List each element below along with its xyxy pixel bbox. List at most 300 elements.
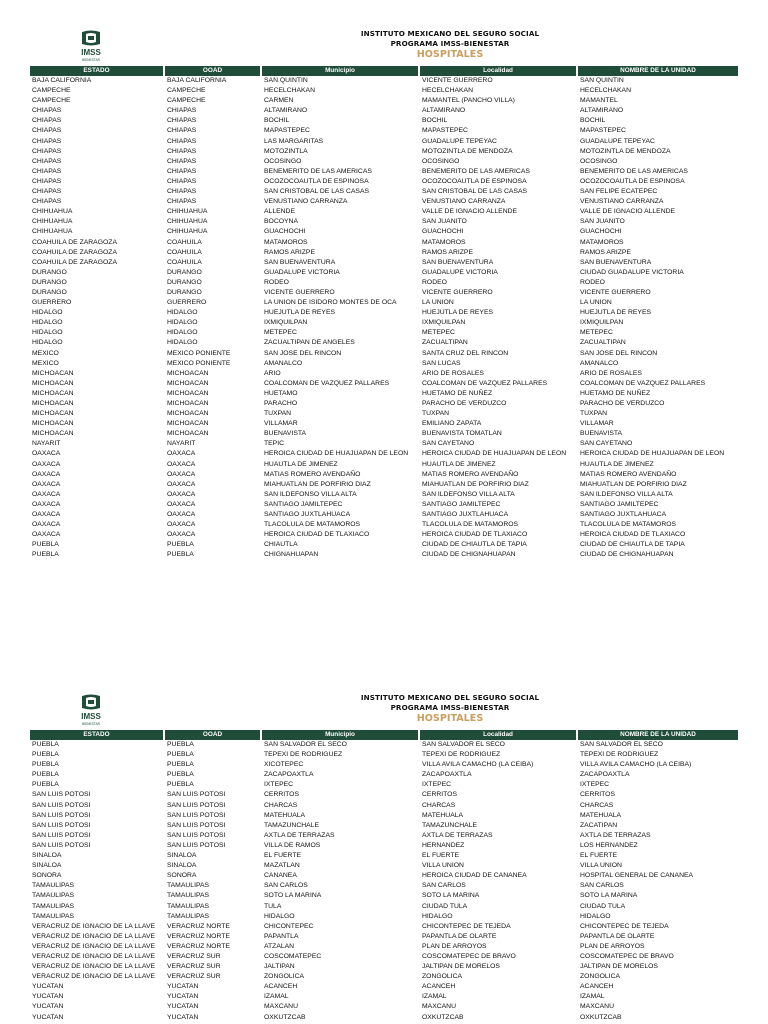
cell-ooad: OAXACA: [164, 480, 261, 490]
cell-nombre-unidad: SAN JOSE DEL RINCON: [580, 349, 658, 357]
cell-ooad: VERACRUZ SUR: [164, 972, 261, 982]
cell-ooad: DURANGO: [164, 278, 261, 288]
cell-municipio: GUACHOCHI: [261, 227, 419, 237]
cell-estado: PUEBLA: [30, 780, 164, 790]
cell-localidad: SAN ILDEFONSO VILLA ALTA: [419, 490, 577, 500]
program-title: PROGRAMA IMSS-BIENESTAR: [390, 703, 510, 712]
cell-estado: OAXACA: [30, 520, 164, 530]
column-header-localidad: Localidad: [419, 730, 577, 740]
program-title: PROGRAMA IMSS-BIENESTAR: [390, 39, 510, 48]
cell-nombre-unidad: PARACHO DE VERDUZCO: [580, 400, 665, 407]
cell-nombre-unidad: MAXCANU: [580, 1003, 614, 1011]
cell-estado: HIDALGO: [30, 338, 164, 348]
table-row: [30, 460, 738, 470]
cell-localidad: ZACAPOAXTLA: [419, 770, 577, 780]
cell-nombre-unidad: RAMOS ARIZPE: [580, 248, 631, 256]
table-row: [30, 740, 738, 751]
column-header-localidad: Localidad: [419, 66, 577, 76]
cell-municipio: MATAMOROS: [261, 238, 419, 248]
cell-estado: PUEBLA: [30, 550, 164, 560]
cell-nombre-unidad: VILLAMAR: [580, 420, 614, 428]
cell-municipio: LA UNION DE ISIDORO MONTES DE OCA: [261, 298, 419, 308]
cell-localidad: OCOSINGO: [419, 157, 577, 167]
cell-nombre-unidad: SAN FELIPE ECATEPEC: [580, 188, 658, 196]
cell-ooad: OAXACA: [164, 449, 261, 459]
cell-localidad: SANTIAGO JAMILTEPEC: [419, 500, 577, 510]
cell-municipio: COALCOMAN DE VAZQUEZ PALLARES: [261, 379, 419, 389]
table-row: [30, 419, 738, 429]
cell-nombre-unidad: PLAN DE ARROYOS: [580, 942, 645, 950]
cell-nombre-unidad: BOCHIL: [580, 117, 606, 125]
cell-nombre-unidad: ACANCEH: [580, 983, 614, 991]
cell-nombre-unidad: VILLA UNION: [580, 862, 622, 870]
cell-estado: GUERRERO: [30, 298, 164, 308]
table-row: [30, 490, 738, 500]
cell-localidad: VENUSTIANO CARRANZA: [419, 197, 577, 207]
cell-municipio: BENEMERITO DE LAS AMERICAS: [261, 167, 419, 177]
cell-ooad: CHIAPAS: [164, 116, 261, 126]
cell-estado: CHIHUAHUA: [30, 227, 164, 237]
table-row: [30, 207, 738, 217]
cell-estado: SAN LUIS POTOSI: [30, 790, 164, 800]
cell-localidad: HEROICA CIUDAD DE CANANEA: [419, 871, 577, 881]
cell-nombre-unidad: HEROICA CIUDAD DE TLAXIACO: [580, 531, 686, 539]
cell-ooad: OAXACA: [164, 500, 261, 510]
table-row: [30, 258, 738, 268]
cell-nombre-unidad: BENEMERITO DE LAS AMERICAS: [580, 167, 688, 175]
cell-municipio: OCOSINGO: [261, 157, 419, 167]
cell-municipio: TEPEXI DE RODRIGUEZ: [261, 750, 419, 760]
table-body: [30, 76, 738, 561]
cell-ooad: CHIAPAS: [164, 197, 261, 207]
cell-estado: CHIAPAS: [30, 177, 164, 187]
cell-nombre-unidad: HECELCHAKAN: [580, 87, 631, 95]
cell-localidad: GUADALUPE VICTORIA: [419, 268, 577, 278]
cell-municipio: OCOZOCOAUTLA DE ESPINOSA: [261, 177, 419, 187]
cell-estado: CHIHUAHUA: [30, 207, 164, 217]
cell-nombre-unidad: EL FUERTE: [580, 852, 618, 860]
cell-nombre-unidad: HUAUTLA DE JIMENEZ: [580, 460, 654, 468]
cell-nombre-unidad: LOS HERNANDEZ: [580, 841, 638, 849]
cell-nombre-unidad: MIAHUATLAN DE PORFIRIO DIAZ: [580, 480, 687, 488]
cell-estado: OAXACA: [30, 449, 164, 459]
table-row: [30, 952, 738, 962]
cell-nombre-unidad: HOSPITAL GENERAL DE CANANEA: [580, 872, 694, 880]
cell-municipio: CANANEA: [261, 871, 419, 881]
cell-localidad: CIUDAD DE CHIGNAHUAPAN: [419, 550, 577, 560]
table-row: [30, 96, 738, 106]
cell-estado: BAJA CALIFORNIA: [30, 76, 164, 87]
document-page-2: [0, 664, 768, 1021]
cell-ooad: SONORA: [164, 871, 261, 881]
cell-nombre-unidad: ZACATIPAN: [580, 821, 618, 829]
cell-nombre-unidad: AXTLA DE TERRAZAS: [580, 831, 651, 839]
cell-nombre-unidad: VILLA AVILA CAMACHO (LA CEIBA): [580, 761, 692, 769]
cell-ooad: HIDALGO: [164, 308, 261, 318]
cell-municipio: MAPASTEPEC: [261, 126, 419, 136]
cell-ooad: CAMPECHE: [164, 86, 261, 96]
cell-nombre-unidad: SANTIAGO JUXTLAHUACA: [580, 511, 667, 519]
cell-nombre-unidad: SOTO LA MARINA: [580, 892, 638, 900]
cell-localidad: EL FUERTE: [419, 851, 577, 861]
cell-localidad: MATAMOROS: [419, 238, 577, 248]
cell-nombre-unidad: CIUDAD DE CHIGNAHUAPAN: [580, 551, 674, 559]
cell-localidad: AXTLA DE TERRAZAS: [419, 831, 577, 841]
cell-municipio: EL FUERTE: [261, 851, 419, 861]
cell-localidad: TAMAZUNCHALE: [419, 821, 577, 831]
cell-ooad: TAMAULIPAS: [164, 881, 261, 891]
cell-nombre-unidad: VALLE DE IGNACIO ALLENDE: [580, 208, 676, 216]
cell-municipio: PARACHO: [261, 399, 419, 409]
cell-estado: CHIAPAS: [30, 147, 164, 157]
cell-localidad: ALTAMIRANO: [419, 106, 577, 116]
cell-estado: PUEBLA: [30, 770, 164, 780]
cell-estado: OAXACA: [30, 530, 164, 540]
table-row: [30, 530, 738, 540]
cell-nombre-unidad: ZACUALTIPAN: [580, 339, 626, 347]
cell-nombre-unidad: OCOZOCOAUTLA DE ESPINOSA: [580, 177, 685, 185]
table-row: [30, 480, 738, 490]
imss-logo-icon: [76, 30, 106, 64]
cell-localidad: CIUDAD DE CHIAUTLA DE TAPIA: [419, 540, 577, 550]
cell-estado: SAN LUIS POTOSI: [30, 831, 164, 841]
cell-municipio: PAPANTLA: [261, 932, 419, 942]
cell-estado: OAXACA: [30, 480, 164, 490]
table-row: [30, 861, 738, 871]
cell-municipio: SAN CRISTOBAL DE LAS CASAS: [261, 187, 419, 197]
column-header-ooad: OOAD: [164, 66, 261, 76]
cell-estado: VERACRUZ DE IGNACIO DE LA LLAVE: [30, 932, 164, 942]
cell-localidad: VALLE DE IGNACIO ALLENDE: [419, 207, 577, 217]
section-title: HOSPITALES: [416, 713, 484, 724]
cell-localidad: RODEO: [419, 278, 577, 288]
cell-municipio: HECELCHAKAN: [261, 86, 419, 96]
table-row: [30, 540, 738, 550]
cell-municipio: AMANALCO: [261, 359, 419, 369]
institution-title: INSTITUTO MEXICANO DEL SEGURO SOCIAL: [360, 29, 540, 38]
column-header-municipio: Municipio: [261, 730, 419, 740]
cell-estado: MICHOACAN: [30, 419, 164, 429]
cell-municipio: MIAHUATLAN DE PORFIRIO DIAZ: [261, 480, 419, 490]
logo-subtext: BIENESTAR: [82, 722, 100, 726]
cell-nombre-unidad: SAN CARLOS: [580, 882, 624, 890]
cell-localidad: VICENTE GUERRERO: [419, 76, 577, 87]
cell-estado: CHIAPAS: [30, 106, 164, 116]
cell-nombre-unidad: TUXPAN: [580, 410, 608, 418]
cell-ooad: HIDALGO: [164, 338, 261, 348]
cell-nombre-unidad: LA UNION: [580, 299, 612, 307]
cell-localidad: SANTIAGO JUXTLAHUACA: [419, 510, 577, 520]
cell-municipio: HUAUTLA DE JIMENEZ: [261, 460, 419, 470]
cell-localidad: ACANCEH: [419, 982, 577, 992]
table-row: [30, 881, 738, 891]
cell-municipio: XICOTEPEC: [261, 760, 419, 770]
column-header-nombre-unidad: NOMBRE DE LA UNIDAD: [577, 66, 738, 76]
cell-municipio: TUXPAN: [261, 409, 419, 419]
cell-ooad: COAHUILA: [164, 238, 261, 248]
table-row: [30, 268, 738, 278]
cell-estado: MICHOACAN: [30, 379, 164, 389]
page-header: [0, 664, 768, 730]
table-row: [30, 147, 738, 157]
cell-estado: HIDALGO: [30, 328, 164, 338]
table-row: [30, 801, 738, 811]
table-row: [30, 520, 738, 530]
cell-localidad: VILLA UNION: [419, 861, 577, 871]
cell-localidad: VILLA AVILA CAMACHO (LA CEIBA): [419, 760, 577, 770]
table-body: [30, 740, 738, 1023]
cell-ooad: SINALOA: [164, 861, 261, 871]
cell-ooad: MICHOACAN: [164, 409, 261, 419]
table-row: [30, 359, 738, 369]
cell-localidad: SAN CRISTOBAL DE LAS CASAS: [419, 187, 577, 197]
cell-municipio: MAXCANU: [261, 1002, 419, 1012]
cell-nombre-unidad: HEROICA CIUDAD DE HUAJUAPAN DE LEON: [580, 450, 725, 458]
cell-municipio: CHICONTEPEC: [261, 922, 419, 932]
document-titles: [290, 693, 610, 724]
cell-estado: CHIAPAS: [30, 187, 164, 197]
cell-ooad: CHIAPAS: [164, 106, 261, 116]
table-row: [30, 942, 738, 952]
cell-estado: OAXACA: [30, 510, 164, 520]
cell-estado: TAMAULIPAS: [30, 902, 164, 912]
cell-localidad: BOCHIL: [419, 116, 577, 126]
cell-nombre-unidad: MOTOZINTLA DE MENDOZA: [580, 147, 671, 155]
cell-estado: CHIAPAS: [30, 126, 164, 136]
cell-municipio: VILLAMAR: [261, 419, 419, 429]
cell-nombre-unidad: IZAMAL: [580, 993, 605, 1001]
table-row: [30, 298, 738, 308]
table-row: [30, 369, 738, 379]
cell-estado: HIDALGO: [30, 308, 164, 318]
cell-localidad: SAN SALVADOR EL SECO: [419, 740, 577, 751]
table-row: [30, 770, 738, 780]
cell-ooad: CHIHUAHUA: [164, 217, 261, 227]
cell-ooad: CHIAPAS: [164, 167, 261, 177]
table-row: [30, 780, 738, 790]
hospitals-table-page-1: [30, 66, 738, 561]
cell-nombre-unidad: HUETAMO DE NUÑEZ: [580, 389, 651, 397]
table-row: [30, 137, 738, 147]
table-row: [30, 308, 738, 318]
cell-nombre-unidad: MAMANTEL: [580, 97, 618, 105]
cell-estado: YUCATAN: [30, 1013, 164, 1023]
cell-estado: PUEBLA: [30, 750, 164, 760]
cell-municipio: CHIAUTLA: [261, 540, 419, 550]
cell-nombre-unidad: ZACAPOAXTLA: [580, 771, 630, 779]
cell-estado: SAN LUIS POTOSI: [30, 811, 164, 821]
cell-estado: YUCATAN: [30, 982, 164, 992]
cell-nombre-unidad: ARIO DE ROSALES: [580, 369, 642, 377]
table-row: [30, 891, 738, 901]
table-row: [30, 399, 738, 409]
cell-localidad: TLACOLULA DE MATAMOROS: [419, 520, 577, 530]
cell-localidad: GUACHOCHI: [419, 227, 577, 237]
table-row: [30, 318, 738, 328]
cell-estado: COAHUILA DE ZARAGOZA: [30, 248, 164, 258]
cell-estado: CHIHUAHUA: [30, 217, 164, 227]
cell-ooad: DURANGO: [164, 268, 261, 278]
cell-localidad: SAN CAYETANO: [419, 439, 577, 449]
cell-estado: SAN LUIS POTOSI: [30, 801, 164, 811]
cell-estado: SONORA: [30, 871, 164, 881]
cell-nombre-unidad: MATIAS ROMERO AVENDAÑO: [580, 470, 677, 478]
table-row: [30, 871, 738, 881]
cell-nombre-unidad: HUEJUTLA DE REYES: [580, 309, 652, 317]
cell-ooad: CHIHUAHUA: [164, 227, 261, 237]
cell-ooad: YUCATAN: [164, 1013, 261, 1023]
cell-estado: COAHUILA DE ZARAGOZA: [30, 258, 164, 268]
cell-localidad: COALCOMAN DE VAZQUEZ PALLARES: [419, 379, 577, 389]
cell-estado: YUCATAN: [30, 992, 164, 1002]
table-row: [30, 962, 738, 972]
cell-estado: VERACRUZ DE IGNACIO DE LA LLAVE: [30, 972, 164, 982]
table-row: [30, 1002, 738, 1012]
table-row: [30, 349, 738, 359]
cell-localidad: RAMOS ARIZPE: [419, 248, 577, 258]
cell-estado: MICHOACAN: [30, 389, 164, 399]
cell-localidad: CHICONTEPEC DE TEJEDA: [419, 922, 577, 932]
cell-ooad: MICHOACAN: [164, 399, 261, 409]
cell-localidad: EMILIANO ZAPATA: [419, 419, 577, 429]
cell-ooad: MICHOACAN: [164, 429, 261, 439]
cell-estado: COAHUILA DE ZARAGOZA: [30, 238, 164, 248]
cell-localidad: HUAUTLA DE JIMENEZ: [419, 460, 577, 470]
cell-estado: HIDALGO: [30, 318, 164, 328]
cell-localidad: LA UNION: [419, 298, 577, 308]
cell-nombre-unidad: HIDALGO: [580, 912, 611, 920]
cell-estado: MEXICO: [30, 359, 164, 369]
cell-municipio: ATZALAN: [261, 942, 419, 952]
cell-estado: CHIAPAS: [30, 157, 164, 167]
cell-ooad: OAXACA: [164, 510, 261, 520]
cell-ooad: PUEBLA: [164, 550, 261, 560]
table-row: [30, 550, 738, 560]
table-row: [30, 116, 738, 126]
table-row: [30, 760, 738, 770]
cell-ooad: COAHUILA: [164, 248, 261, 258]
cell-ooad: CHIAPAS: [164, 157, 261, 167]
cell-municipio: SAN QUINTIN: [261, 76, 419, 87]
cell-ooad: MICHOACAN: [164, 389, 261, 399]
cell-nombre-unidad: SAN SALVADOR EL SECO: [577, 740, 738, 751]
cell-nombre-unidad: BUENAVISTA: [580, 430, 623, 438]
cell-nombre-unidad: ZONGOLICA: [580, 973, 621, 981]
cell-municipio: ALLENDE: [261, 207, 419, 217]
cell-nombre-unidad: GUADALUPE TEPEYAC: [580, 137, 655, 145]
cell-ooad: VERACRUZ SUR: [164, 952, 261, 962]
cell-estado: TAMAULIPAS: [30, 881, 164, 891]
cell-municipio: ZACUALTIPAN DE ANGELES: [261, 338, 419, 348]
table-row: [30, 76, 738, 87]
cell-estado: MEXICO: [30, 349, 164, 359]
cell-estado: TAMAULIPAS: [30, 912, 164, 922]
cell-estado: SINALOA: [30, 861, 164, 871]
cell-ooad: YUCATAN: [164, 1002, 261, 1012]
table-row: [30, 227, 738, 237]
cell-estado: MICHOACAN: [30, 409, 164, 419]
document-titles: [290, 29, 610, 60]
cell-ooad: TAMAULIPAS: [164, 902, 261, 912]
cell-nombre-unidad: GUACHOCHI: [580, 228, 622, 236]
cell-ooad: COAHUILA: [164, 258, 261, 268]
cell-ooad: CHIAPAS: [164, 187, 261, 197]
cell-municipio: SOTO LA MARINA: [261, 891, 419, 901]
cell-municipio: LAS MARGARITAS: [261, 137, 419, 147]
cell-municipio: MAZATLAN: [261, 861, 419, 871]
cell-municipio: HUEJUTLA DE REYES: [261, 308, 419, 318]
cell-nombre-unidad: SAN JUANITO: [580, 218, 625, 226]
cell-estado: PUEBLA: [30, 760, 164, 770]
cell-ooad: CAMPECHE: [164, 96, 261, 106]
cell-localidad: CERRITOS: [419, 790, 577, 800]
cell-ooad: PUEBLA: [164, 540, 261, 550]
cell-municipio: CHARCAS: [261, 801, 419, 811]
cell-ooad: GUERRERO: [164, 298, 261, 308]
cell-nombre-unidad: CIUDAD GUADALUPE VICTORIA: [580, 268, 684, 276]
cell-ooad: OAXACA: [164, 460, 261, 470]
cell-localidad: MAPASTEPEC: [419, 126, 577, 136]
cell-estado: DURANGO: [30, 268, 164, 278]
cell-municipio: SAN JOSE DEL RINCON: [261, 349, 419, 359]
cell-localidad: ARIO DE ROSALES: [419, 369, 577, 379]
cell-estado: CHIAPAS: [30, 197, 164, 207]
table-row: [30, 932, 738, 942]
column-header-nombre-unidad: NOMBRE DE LA UNIDAD: [577, 730, 738, 740]
table-row: [30, 409, 738, 419]
cell-estado: OAXACA: [30, 500, 164, 510]
cell-ooad: MICHOACAN: [164, 419, 261, 429]
cell-nombre-unidad: PAPANTLA DE OLARTE: [580, 932, 655, 940]
cell-nombre-unidad: OXKUTZCAB: [580, 1013, 622, 1021]
cell-municipio: ALTAMIRANO: [261, 106, 419, 116]
cell-localidad: MIAHUATLAN DE PORFIRIO DIAZ: [419, 480, 577, 490]
cell-municipio: IXTEPEC: [261, 780, 419, 790]
table-row: [30, 248, 738, 258]
cell-estado: DURANGO: [30, 278, 164, 288]
cell-ooad: CHIHUAHUA: [164, 207, 261, 217]
cell-ooad: SAN LUIS POTOSI: [164, 841, 261, 851]
table-row: [30, 217, 738, 227]
cell-ooad: MICHOACAN: [164, 369, 261, 379]
cell-localidad: PLAN DE ARROYOS: [419, 942, 577, 952]
column-header-estado: ESTADO: [30, 66, 164, 76]
cell-municipio: VICENTE GUERRERO: [261, 288, 419, 298]
cell-ooad: MICHOACAN: [164, 379, 261, 389]
cell-localidad: TEPEXI DE RODRIGUEZ: [419, 750, 577, 760]
cell-ooad: TAMAULIPAS: [164, 912, 261, 922]
cell-ooad: OAXACA: [164, 490, 261, 500]
table-row: [30, 449, 738, 459]
cell-ooad: VERACRUZ NORTE: [164, 942, 261, 952]
cell-municipio: JALTIPAN: [261, 962, 419, 972]
cell-municipio: TULA: [261, 902, 419, 912]
cell-municipio: COSCOMATEPEC: [261, 952, 419, 962]
cell-nombre-unidad: JALTIPAN DE MORELOS: [580, 963, 658, 971]
cell-ooad: CHIAPAS: [164, 147, 261, 157]
cell-localidad: METEPEC: [419, 328, 577, 338]
table-row: [30, 841, 738, 851]
cell-estado: MICHOACAN: [30, 429, 164, 439]
cell-estado: MICHOACAN: [30, 399, 164, 409]
cell-municipio: MOTOZINTLA: [261, 147, 419, 157]
cell-ooad: CHIAPAS: [164, 137, 261, 147]
table-row: [30, 197, 738, 207]
cell-localidad: HEROICA CIUDAD DE HUAJUAPAN DE LEON: [419, 449, 577, 459]
cell-localidad: IXMIQUILPAN: [419, 318, 577, 328]
cell-municipio: RODEO: [261, 278, 419, 288]
imss-logo-icon: [76, 694, 106, 728]
